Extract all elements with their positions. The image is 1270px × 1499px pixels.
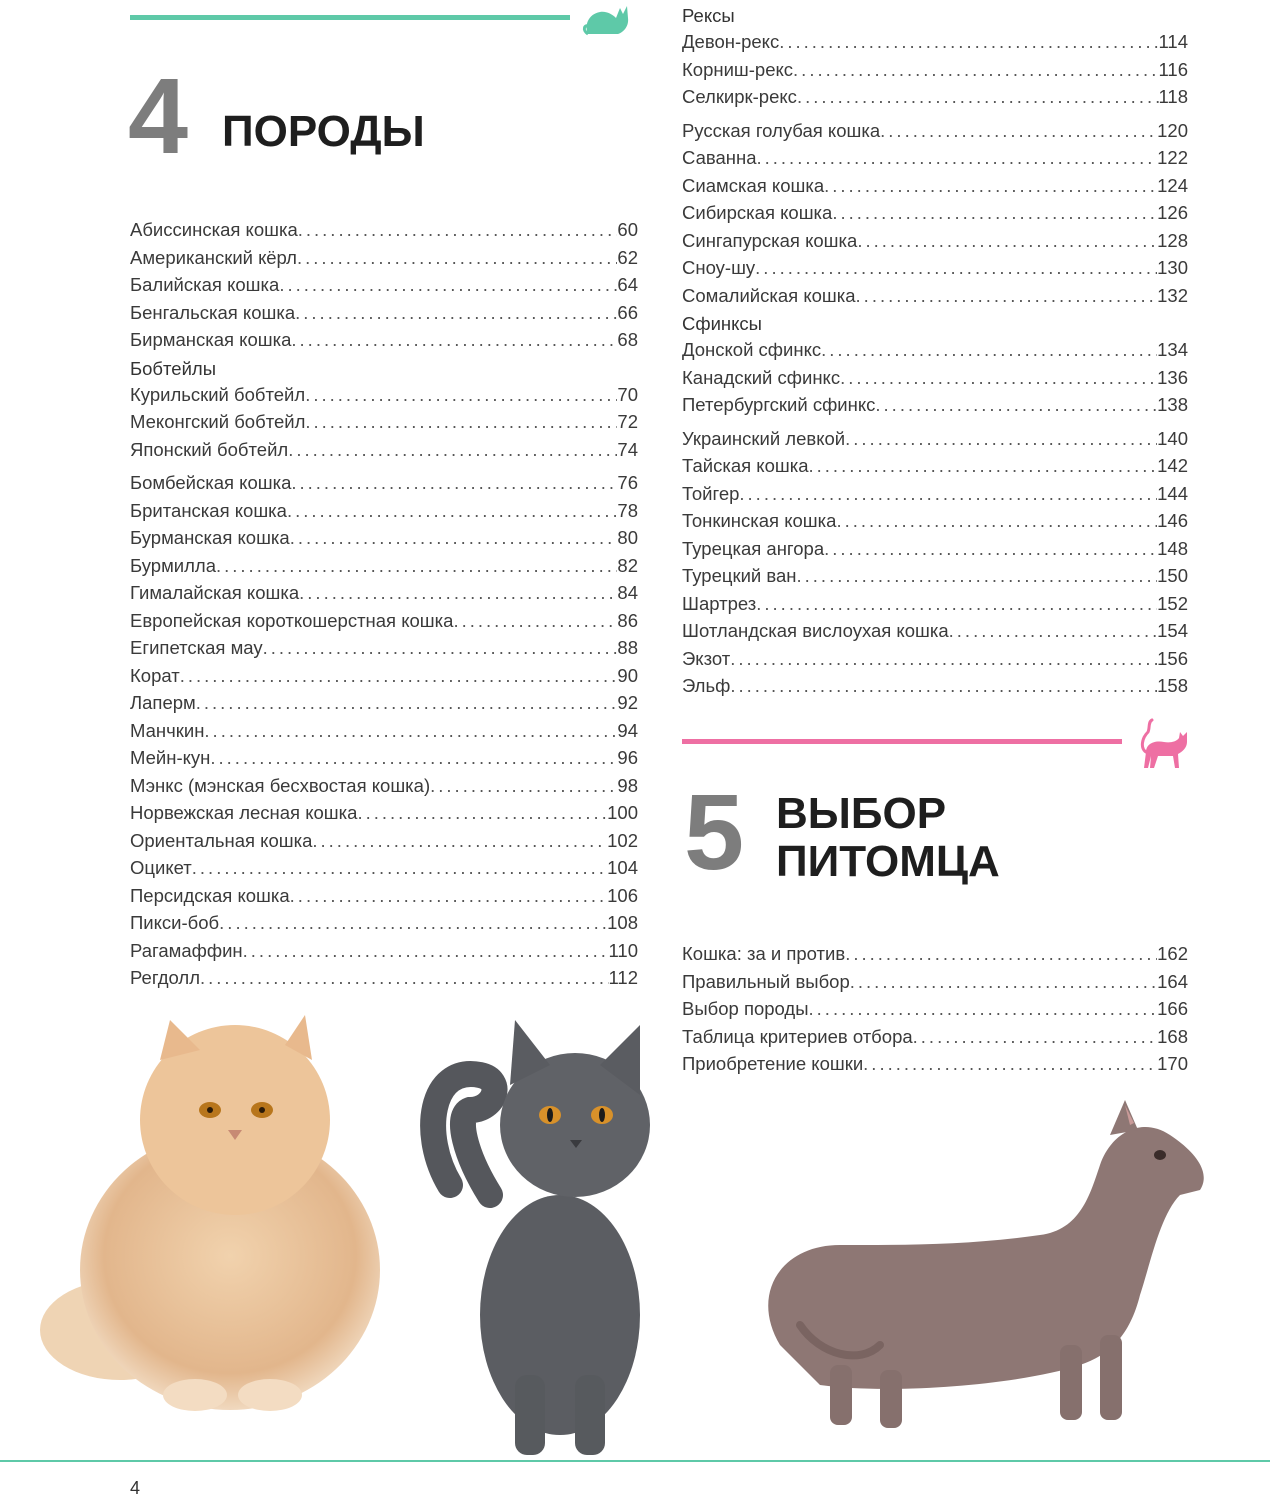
- toc-entry-name: Манчкин: [130, 719, 205, 741]
- toc-entry-page: 140: [1157, 427, 1188, 449]
- toc-leader-dots: [290, 524, 618, 552]
- toc-leader-dots: [200, 964, 609, 992]
- toc-entry-name: Бурмилла: [130, 554, 216, 576]
- toc-entry-name: Бенгальская кошка: [130, 301, 296, 323]
- toc-entry-page: 158: [1157, 675, 1188, 696]
- toc-leader-dots: [210, 744, 617, 772]
- chapter4-title: ПОРОДЫ: [222, 107, 425, 156]
- toc-entry-page: 74: [617, 438, 638, 460]
- toc-leader-dots: [913, 1023, 1157, 1051]
- toc-entry: [130, 524, 638, 552]
- toc-entry-name: Лаперм: [130, 692, 196, 713]
- toc-entry-name: Турецкая ангора: [682, 537, 825, 559]
- chapter5-divider: [682, 739, 1122, 744]
- toc-entry: [130, 436, 638, 464]
- toc-entry: [682, 590, 1188, 618]
- toc-leader-dots: [219, 909, 607, 937]
- toc-leader-dots: [299, 579, 617, 607]
- toc-leader-dots: [797, 562, 1158, 590]
- toc-leader-dots: [730, 645, 1157, 673]
- toc-entry-name: Сомалийская кошка: [682, 284, 856, 306]
- toc-entry: [130, 497, 638, 525]
- toc-leader-dots: [297, 244, 617, 272]
- toc-leader-dots: [793, 56, 1158, 84]
- toc-leader-dots: [204, 717, 617, 745]
- persian-cat-photo: [30, 1000, 420, 1420]
- toc-leader-dots: [949, 617, 1157, 645]
- toc-entry-page: 88: [617, 637, 638, 658]
- toc-entry-name: Сибирская кошка: [682, 202, 833, 223]
- toc-entry: [130, 744, 638, 772]
- toc-entry: [130, 717, 638, 745]
- toc-entry-page: 116: [1158, 58, 1188, 80]
- toc-entry-name: Девон-рекс: [682, 31, 780, 52]
- toc-entry-page: 118: [1158, 86, 1188, 107]
- chapter5-toc: [682, 940, 1188, 1078]
- toc-entry-name: Мэнкс (мэнская бесхвостая кошка): [130, 774, 431, 796]
- toc-leader-dots: [845, 940, 1157, 968]
- toc-entry: [130, 937, 638, 965]
- toc-entry-name: Египетская мау: [130, 637, 263, 658]
- toc-entry-page: 124: [1157, 174, 1188, 196]
- chapter5-title-line2: ПИТОМЦА: [776, 837, 1000, 886]
- toc-entry: [130, 408, 638, 436]
- toc-entry: [130, 772, 638, 800]
- toc-leader-dots: [880, 117, 1157, 145]
- toc-leader-dots: [243, 937, 609, 965]
- toc-entry-page: 70: [617, 383, 638, 405]
- toc-leader-dots: [824, 172, 1157, 200]
- toc-entry: [682, 83, 1188, 111]
- toc-entry-name: Британская кошка: [130, 499, 287, 521]
- toc-leader-dots: [312, 827, 607, 855]
- toc-entry: [682, 995, 1188, 1023]
- toc-entry-name: Шотландская вислоухая кошка: [682, 620, 949, 641]
- toc-entry: [682, 336, 1188, 364]
- toc-entry-name: Правильный выбор: [682, 970, 850, 992]
- toc-entry-page: 84: [617, 582, 638, 603]
- toc-entry-name: Выбор породы: [682, 998, 809, 1019]
- toc-entry: [130, 854, 638, 882]
- page-number: 4: [130, 1478, 141, 1498]
- chapter5-number: 5: [684, 771, 745, 892]
- toc-entry-name: Тойгер: [682, 482, 740, 504]
- toc-entry-name: Корат: [130, 664, 180, 686]
- toc-entry-name: Донской сфинкс: [682, 339, 822, 360]
- toc-entry-page: 170: [1157, 1053, 1188, 1074]
- toc-entry-name: Персидская кошка: [130, 884, 290, 906]
- toc-entry-page: 126: [1157, 202, 1188, 223]
- toc-leader-dots: [357, 799, 607, 827]
- toc-leader-dots: [755, 254, 1157, 282]
- toc-entry-name: Экзот: [682, 647, 731, 669]
- toc-entry-page: 152: [1157, 592, 1188, 614]
- toc-entry-page: 86: [617, 609, 638, 631]
- toc-entry-page: 80: [617, 527, 638, 548]
- toc-entry: [130, 964, 638, 992]
- toc-entry-page: 68: [617, 329, 638, 350]
- toc-entry-name: Селкирк-рекс: [682, 86, 797, 107]
- toc-entry-name: Шартрез: [682, 592, 757, 614]
- british-shorthair-cat-photo: [410, 1015, 680, 1465]
- toc-entry: [130, 607, 638, 635]
- chapter4-toc-left: [130, 216, 638, 992]
- walking-cat-icon: [1132, 712, 1192, 772]
- toc-entry: [682, 364, 1188, 392]
- toc-entry: [130, 216, 638, 244]
- toc-entry-page: 154: [1157, 620, 1188, 641]
- toc-leader-dots: [305, 381, 617, 409]
- toc-entry-name: Оцикет: [130, 857, 192, 878]
- toc-entry-page: 102: [607, 829, 638, 851]
- toc-leader-dots: [730, 672, 1157, 700]
- toc-entry-page: 106: [607, 884, 638, 906]
- toc-leader-dots: [797, 83, 1159, 111]
- toc-entry: [682, 1050, 1188, 1078]
- toc-entry-page: 98: [617, 774, 638, 796]
- toc-entry-page: 144: [1157, 482, 1188, 504]
- toc-entry-page: 92: [617, 692, 638, 713]
- toc-entry-page: 130: [1157, 257, 1188, 278]
- toc-leader-dots: [809, 452, 1158, 480]
- toc-entry: [682, 425, 1188, 453]
- toc-entry-page: 78: [617, 499, 638, 521]
- toc-entry-name: Сингапурская кошка: [682, 229, 858, 251]
- toc-leader-dots: [836, 507, 1157, 535]
- toc-entry-name: Украинский левкой: [682, 427, 846, 449]
- toc-entry: [682, 507, 1188, 535]
- toc-entry: [682, 968, 1188, 996]
- toc-entry-name: Регдолл: [130, 967, 200, 988]
- toc-entry-name: Петербургский сфинкс: [682, 394, 876, 415]
- toc-entry: [682, 391, 1188, 419]
- toc-entry-name: Рагамаффин: [130, 939, 243, 961]
- toc-entry-name: Бурманская кошка: [130, 527, 290, 548]
- toc-entry: [130, 469, 638, 497]
- toc-entry-name: Сноу-шу: [682, 257, 756, 278]
- toc-entry-name: Саванна: [682, 147, 757, 168]
- toc-entry: [130, 299, 638, 327]
- toc-entry-name: Турецкий ван: [682, 565, 797, 586]
- toc-entry: [682, 645, 1188, 673]
- toc-entry: [682, 452, 1188, 480]
- toc-entry-page: 62: [617, 246, 638, 268]
- toc-entry-page: 112: [608, 967, 638, 988]
- toc-entry: [130, 381, 638, 409]
- toc-section-heading: Бобтейлы: [130, 357, 217, 379]
- toc-leader-dots: [821, 336, 1157, 364]
- toc-leader-dots: [832, 199, 1157, 227]
- toc-leader-dots: [279, 271, 617, 299]
- munchkin-cat-photo: [740, 1095, 1220, 1440]
- toc-leader-dots: [288, 436, 617, 464]
- toc-entry-name: Норвежская лесная кошка: [130, 802, 358, 823]
- toc-leader-dots: [809, 995, 1158, 1023]
- toc-leader-dots: [857, 227, 1157, 255]
- toc-entry: [682, 117, 1188, 145]
- toc-entry-name: Кошка: за и против: [682, 943, 846, 964]
- chapter4-toc-right: [682, 1, 1188, 700]
- toc-entry: [682, 672, 1188, 700]
- toc-leader-dots: [779, 28, 1158, 56]
- toc-entry-name: Тайская кошка: [682, 455, 809, 476]
- toc-leader-dots: [430, 772, 617, 800]
- toc-leader-dots: [856, 282, 1158, 310]
- toc-entry: [130, 882, 638, 910]
- toc-leader-dots: [287, 497, 617, 525]
- toc-entry-name: Мейн-кун: [130, 747, 211, 768]
- toc-entry-page: 156: [1157, 647, 1188, 669]
- toc-entry-name: Канадский сфинкс: [682, 366, 841, 388]
- toc-leader-dots: [875, 391, 1157, 419]
- footer-divider: [0, 1460, 1270, 1462]
- toc-leader-dots: [840, 364, 1157, 392]
- toc-leader-dots: [850, 968, 1157, 996]
- toc-entry-name: Приобретение кошки: [682, 1053, 864, 1074]
- toc-leader-dots: [291, 326, 617, 354]
- toc-entry-page: 134: [1157, 339, 1188, 360]
- toc-entry-page: 82: [617, 554, 638, 576]
- toc-entry-page: 120: [1157, 119, 1188, 141]
- toc-entry-name: Тонкинская кошка: [682, 510, 837, 531]
- toc-entry-page: 110: [608, 939, 638, 961]
- toc-entry-name: Эльф: [682, 675, 731, 696]
- toc-entry: [682, 199, 1188, 227]
- toc-entry: [682, 535, 1188, 563]
- toc-entry-name: Ориентальная кошка: [130, 829, 313, 851]
- toc-entry: [682, 254, 1188, 282]
- toc-entry-page: 122: [1157, 147, 1188, 168]
- toc-entry-name: Бомбейская кошка: [130, 472, 292, 493]
- toc-section-heading: Сфинксы: [682, 313, 762, 334]
- toc-entry-name: Бирманская кошка: [130, 329, 292, 350]
- toc-entry: [682, 617, 1188, 645]
- toc-leader-dots: [757, 144, 1158, 172]
- toc-leader-dots: [216, 552, 617, 580]
- toc-leader-dots: [291, 469, 617, 497]
- toc-entry: [130, 909, 638, 937]
- toc-entry-name: Таблица критериев отбора: [682, 1025, 913, 1047]
- toc-entry: [682, 227, 1188, 255]
- toc-entry-page: 96: [617, 747, 638, 768]
- toc-leader-dots: [192, 854, 607, 882]
- toc-leader-dots: [845, 425, 1157, 453]
- chapter5-title-line1: ВЫБОР: [776, 789, 947, 838]
- toc-entry-page: 94: [617, 719, 638, 741]
- toc-entry: [130, 689, 638, 717]
- toc-entry: [130, 244, 638, 272]
- toc-entry: [130, 326, 638, 354]
- toc-entry-name: Русская голубая кошка: [682, 119, 881, 141]
- toc-entry-name: Абиссинская кошка: [130, 219, 298, 240]
- toc-entry-page: 104: [607, 857, 638, 878]
- toc-entry: [130, 634, 638, 662]
- toc-entry-page: 148: [1157, 537, 1188, 559]
- toc-leader-dots: [453, 607, 617, 635]
- toc-entry: [682, 1023, 1188, 1051]
- toc-leader-dots: [756, 590, 1157, 618]
- toc-entry: [682, 940, 1188, 968]
- chapter4-number: 4: [128, 55, 189, 176]
- toc-entry-name: Гималайская кошка: [130, 582, 300, 603]
- toc-entry-name: Корниш-рекс: [682, 58, 794, 80]
- toc-entry-page: 100: [607, 802, 638, 823]
- toc-entry-page: 138: [1157, 394, 1188, 415]
- toc-entry-page: 114: [1158, 31, 1188, 52]
- toc-leader-dots: [824, 535, 1157, 563]
- toc-section-heading: Рексы: [682, 5, 735, 26]
- toc-leader-dots: [298, 216, 618, 244]
- toc-leader-dots: [863, 1050, 1157, 1078]
- toc-entry-page: 66: [617, 301, 638, 323]
- toc-entry-page: 64: [617, 274, 638, 295]
- toc-entry-name: Европейская короткошерстная кошка: [130, 609, 454, 631]
- toc-entry: [130, 827, 638, 855]
- toc-leader-dots: [295, 299, 617, 327]
- toc-entry: [682, 56, 1188, 84]
- toc-entry: [682, 480, 1188, 508]
- toc-entry-page: 132: [1157, 284, 1188, 306]
- toc-entry-name: Японский бобтейл: [130, 438, 289, 460]
- toc-entry: [130, 552, 638, 580]
- toc-entry-name: Сиамская кошка: [682, 174, 825, 196]
- toc-entry-page: 162: [1157, 943, 1188, 964]
- toc-entry-name: Меконгский бобтейл: [130, 411, 306, 432]
- toc-entry: [130, 662, 638, 690]
- toc-leader-dots: [196, 689, 618, 717]
- toc-entry-page: 146: [1157, 510, 1188, 531]
- toc-entry: [130, 799, 638, 827]
- toc-entry-page: 76: [617, 472, 638, 493]
- chapter4-divider: [130, 15, 570, 20]
- toc-entry-page: 164: [1157, 970, 1188, 992]
- toc-entry-page: 150: [1157, 565, 1188, 586]
- toc-entry: [682, 282, 1188, 310]
- toc-entry-page: 168: [1157, 1025, 1188, 1047]
- toc-entry-page: 72: [617, 411, 638, 432]
- toc-entry-page: 128: [1157, 229, 1188, 251]
- toc-entry-name: Балийская кошка: [130, 274, 280, 295]
- toc-entry: [682, 144, 1188, 172]
- toc-entry-page: 142: [1157, 455, 1188, 476]
- toc-leader-dots: [739, 480, 1157, 508]
- toc-entry: [130, 579, 638, 607]
- toc-entry-page: 136: [1157, 366, 1188, 388]
- sitting-cat-icon: [582, 0, 634, 36]
- toc-leader-dots: [305, 408, 617, 436]
- toc-entry: [682, 28, 1188, 56]
- toc-entry-name: Американский кёрл: [130, 246, 297, 268]
- toc-entry-page: 90: [617, 664, 638, 686]
- toc-entry-page: 60: [617, 219, 638, 240]
- toc-leader-dots: [180, 662, 618, 690]
- toc-entry-page: 108: [607, 912, 638, 933]
- toc-entry: [130, 271, 638, 299]
- toc-leader-dots: [263, 634, 618, 662]
- toc-entry-name: Пикси-боб: [130, 912, 220, 933]
- toc-entry-name: Курильский бобтейл: [130, 383, 306, 405]
- toc-entry: [682, 172, 1188, 200]
- toc-entry: [682, 562, 1188, 590]
- toc-leader-dots: [290, 882, 607, 910]
- toc-entry-page: 166: [1157, 998, 1188, 1019]
